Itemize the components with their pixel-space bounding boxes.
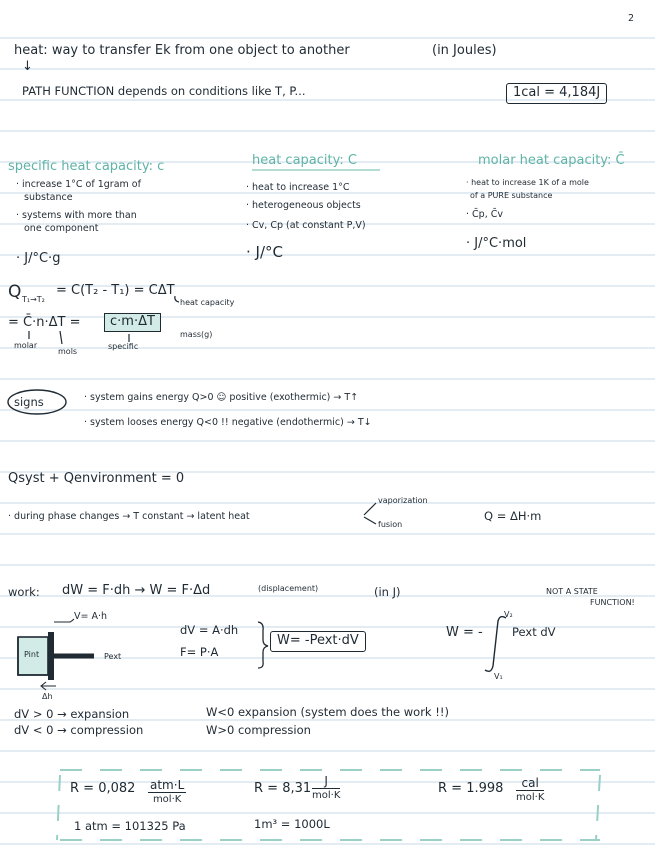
latent-fusion: fusion bbox=[378, 520, 403, 529]
integral-lhs: W = - bbox=[446, 625, 483, 640]
phase-change: · during phase changes → T constant → latent heat bbox=[8, 511, 250, 522]
q-system-environment: Qsyst + Qenvironment = 0 bbox=[8, 471, 185, 486]
integral-upper: V₂ bbox=[504, 610, 513, 619]
volume-eq: V= A·h bbox=[74, 611, 108, 622]
specific-unit: · J/°C·g bbox=[16, 251, 61, 266]
not-state-1: NOT A STATE bbox=[546, 587, 598, 596]
formula-eq2: = C̄·n·ΔT = bbox=[8, 315, 81, 330]
formula-specific: specific bbox=[108, 342, 139, 351]
signs-lose: · system looses energy Q<0 !! negative (endothermic) → T↓ bbox=[84, 417, 372, 428]
path-function: PATH FUNCTION depends on conditions like T, P... bbox=[22, 84, 306, 98]
piston-pint: Pint bbox=[24, 650, 40, 659]
formula-q: Q bbox=[8, 282, 22, 302]
r3-numerator: cal bbox=[516, 776, 544, 791]
work-label: work: bbox=[8, 585, 40, 599]
expansion-dv: dV > 0 → expansion bbox=[14, 707, 130, 721]
r3-fraction bbox=[516, 776, 544, 803]
down-arrow: ↓ bbox=[22, 59, 33, 74]
molar-line-2: of a PURE substance bbox=[470, 191, 553, 200]
r2-fraction bbox=[312, 774, 340, 801]
formula-eq1: = C(T₂ - T₁) = CΔT bbox=[56, 283, 175, 298]
integral-body: Pext dV bbox=[512, 625, 556, 639]
specific-line-3: · systems with more than bbox=[16, 210, 137, 221]
specific-line-1: · increase 1°C of 1gram of bbox=[16, 179, 141, 190]
work-unit: (in J) bbox=[374, 585, 401, 599]
heat-units: (in Joules) bbox=[432, 43, 497, 58]
not-state-2: FUNCTION! bbox=[590, 598, 635, 607]
dv-eq: dV = A·dh bbox=[180, 623, 239, 637]
r1-fraction bbox=[148, 778, 186, 805]
heat-definition: heat: way to transfer Ek from one object to another bbox=[14, 43, 350, 58]
specific-heat-title: specific heat capacity: c bbox=[8, 159, 165, 174]
m3-conversion: 1m³ = 1000L bbox=[254, 817, 330, 831]
heat-capacity-title: heat capacity: C bbox=[252, 153, 357, 168]
formula-mass: mass(g) bbox=[180, 330, 213, 339]
formula-heatcap-note: heat capacity bbox=[180, 298, 235, 307]
page-number: 2 bbox=[628, 13, 635, 24]
calorie-box: 1cal = 4,184J bbox=[506, 83, 607, 104]
work-displacement: (displacement) bbox=[258, 584, 319, 593]
expansion-w: W<0 expansion (system does the work !!) bbox=[206, 705, 449, 719]
formula-boxed: c·m·ΔT bbox=[104, 313, 161, 332]
formula-q-sub: T₁→T₂ bbox=[22, 295, 45, 304]
latent-vaporization: vaporization bbox=[378, 496, 428, 505]
signs-label: signs bbox=[14, 395, 44, 409]
compression-w: W>0 compression bbox=[206, 723, 311, 737]
specific-line-4: one component bbox=[24, 223, 99, 234]
r3-lhs: R = 1.998 bbox=[438, 781, 504, 796]
molar-line-1: · heat to increase 1K of a mole bbox=[466, 178, 589, 187]
r1-denominator: mol·K bbox=[152, 794, 182, 805]
work-eq: dW = F·dh → W = F·Δd bbox=[62, 583, 211, 598]
molar-heat-title: molar heat capacity: C̄ bbox=[478, 153, 625, 168]
r1-lhs: R = 0,082 bbox=[70, 781, 136, 796]
specific-line-2: substance bbox=[24, 192, 73, 203]
integral-lower: V₁ bbox=[494, 672, 503, 681]
heatcap-line-3: · Cv, Cp (at constant P,V) bbox=[246, 220, 366, 231]
molar-line-3: · C̄p, C̄v bbox=[466, 209, 503, 220]
r2-numerator: J bbox=[312, 774, 340, 789]
signs-gain: · system gains energy Q>0 ☺ positive (exothermic) → T↑ bbox=[84, 392, 359, 403]
piston-pext: Pext bbox=[104, 652, 122, 661]
formula-molar: molar bbox=[14, 341, 38, 350]
force-eq: F= P·A bbox=[180, 645, 219, 659]
heatcap-line-1: · heat to increase 1°C bbox=[246, 182, 350, 193]
r1-numerator: atm·L bbox=[150, 778, 185, 792]
compression-dv: dV < 0 → compression bbox=[14, 723, 144, 737]
atm-conversion: 1 atm = 101325 Pa bbox=[74, 819, 186, 833]
molar-unit: · J/°C·mol bbox=[466, 236, 527, 251]
phase-q: Q = ΔH·m bbox=[484, 509, 542, 523]
r2-lhs: R = 8,31 bbox=[254, 781, 312, 796]
work-boxed: W= -Pext·dV bbox=[270, 631, 366, 652]
heatcap-unit: · J/°C bbox=[246, 243, 283, 261]
heatcap-line-2: · heterogeneous objects bbox=[246, 200, 361, 211]
r2-denominator: mol·K bbox=[312, 790, 341, 801]
r3-denominator: mol·K bbox=[516, 792, 545, 803]
piston-dh: Δh bbox=[42, 692, 53, 701]
formula-mols: mols bbox=[58, 347, 78, 356]
